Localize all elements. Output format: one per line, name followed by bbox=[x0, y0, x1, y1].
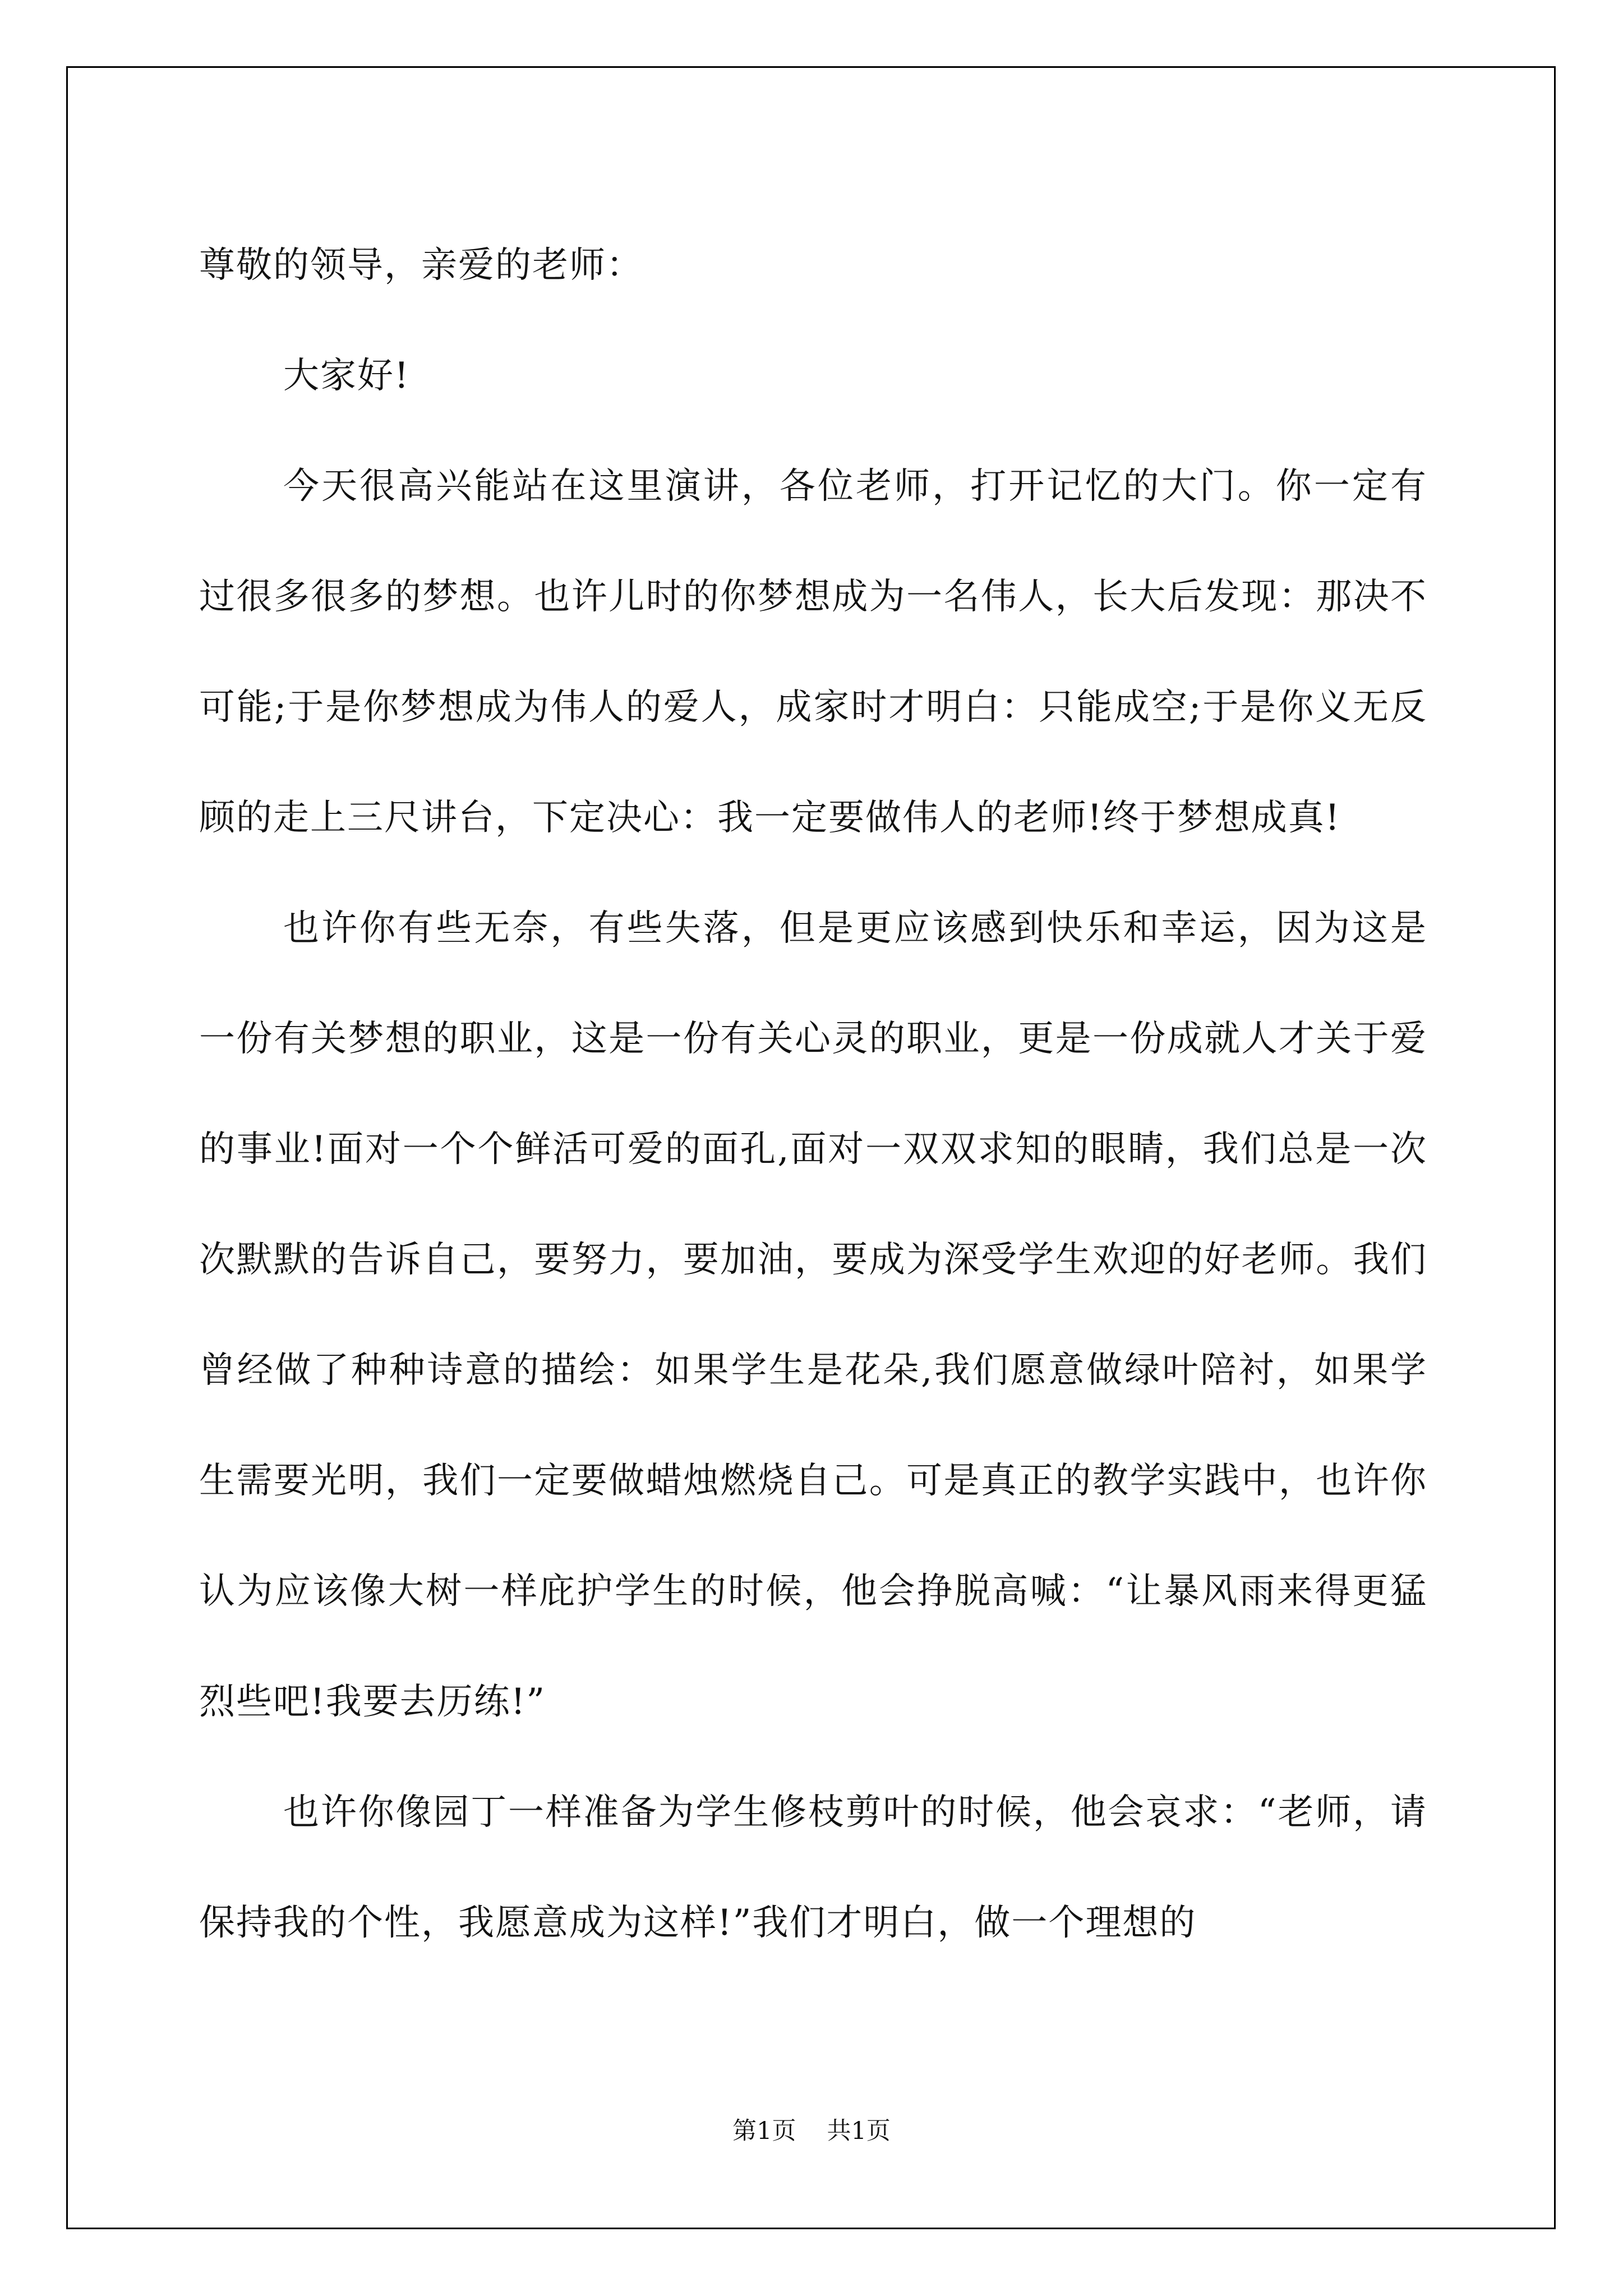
page-number: 第1页 bbox=[732, 2117, 796, 2145]
paragraph-2: 也许你有些无奈，有些失落，但是更应该感到快乐和幸运，因为这是一份有关梦想的职业，这是一份有关心灵的职业，更是一份成就人才关于爱的事业!面对一个个鲜活可爱的面孔,面对一双双求知的眼睛，我们总是一次次默默的告诉自己，要努力，要加油，要成为深受学生欢迎的好老师。我们曾经做了种种诗意的描绘：如果学生是花朵,我们愿意做绿叶陪衬，如果学生需要光明，我们一定要做蜡烛燃烧自己。可是真正的教学实践中，也许你认为应该像大树一样庇护学生的时候，他会挣脱高喊：“让暴风雨来得更猛烈些吧!我要去历练!” bbox=[199, 908, 1427, 1723]
document-body bbox=[199, 210, 1427, 1978]
salutation: 尊敬的领导，亲爱的老师： bbox=[199, 245, 643, 286]
paragraph-3: 也许你像园丁一样准备为学生修枝剪叶的时候，他会哀求：“老师，请保持我的个性，我愿意成为这样!”我们才明白，做一个理想的 bbox=[199, 1792, 1427, 1944]
page-total: 共1页 bbox=[827, 2117, 891, 2145]
page-footer bbox=[0, 2112, 1623, 2146]
paragraph-1: 今天很高兴能站在这里演讲，各位老师，打开记忆的大门。你一定有过很多很多的梦想。也许儿时的你梦想成为一名伟人，长大后发现：那决不可能;于是你梦想成为伟人的爱人，成家时才明白：只能成空;于是你义无反顾的走上三尺讲台，下定决心：我一定要做伟人的老师!终于梦想成真! bbox=[199, 466, 1427, 839]
paragraph-greeting: 大家好! bbox=[283, 355, 410, 397]
